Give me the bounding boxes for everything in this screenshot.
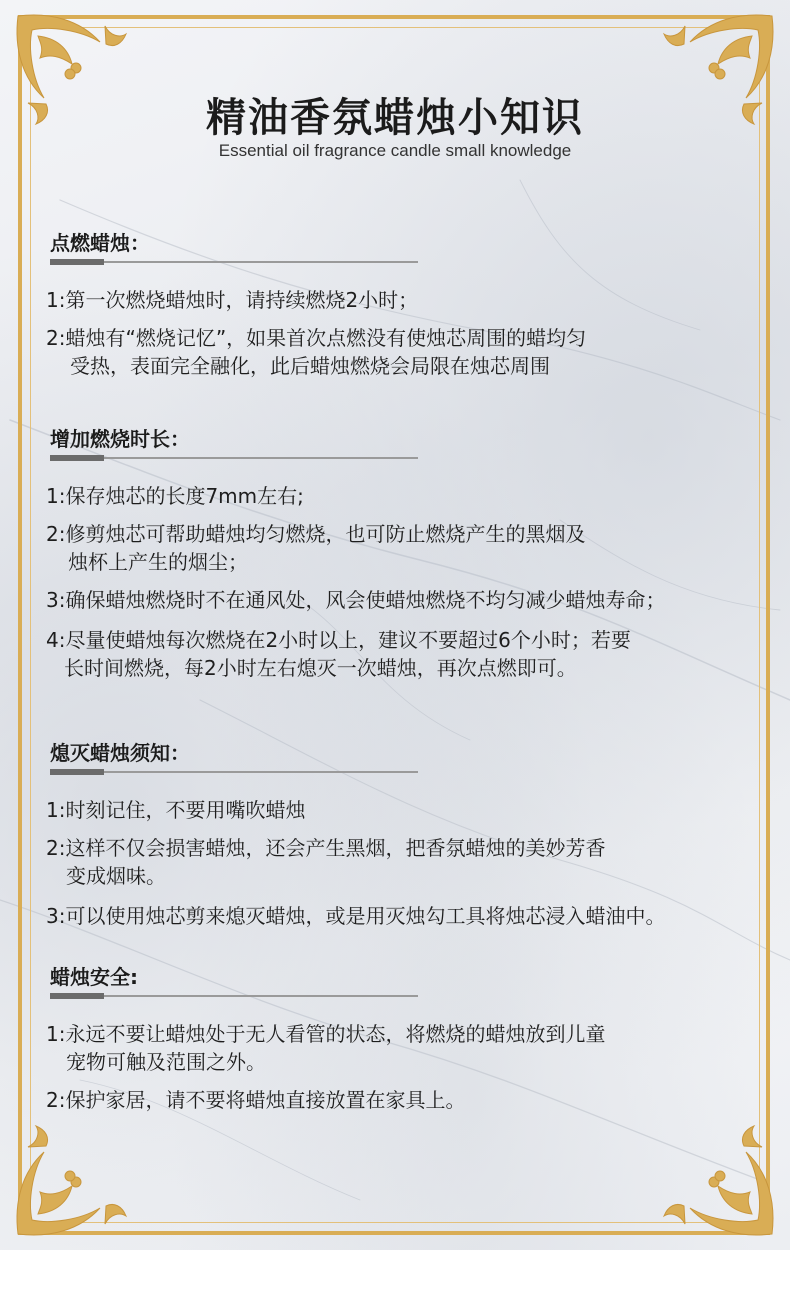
section-divider	[50, 261, 418, 263]
ornament-corner-icon	[660, 1122, 780, 1242]
section-heading-safety: 蜡烛安全:	[50, 965, 138, 989]
list-item-continuation: 长时间燃烧，每2小时左右熄灭一次蜡烛，再次点燃即可。	[64, 656, 577, 680]
list-item-continuation: 变成烟味。	[66, 864, 166, 888]
list-item: 2:保护家居，请不要将蜡烛直接放置在家具上。	[46, 1088, 466, 1112]
list-item: 3:可以使用烛芯剪来熄灭蜡烛，或是用灭烛勾工具将烛芯浸入蜡油中。	[46, 904, 666, 928]
list-item-continuation: 烛杯上产生的烟尘；	[68, 550, 248, 574]
list-item: 3:确保蜡烛燃烧时不在通风处，风会使蜡烛燃烧不均匀减少蜡烛寿命；	[46, 588, 666, 612]
list-item: 2:这样不仅会损害蜡烛，还会产生黑烟，把香氛蜡烛的美妙芳香	[46, 836, 606, 860]
page-subtitle: Essential oil fragrance candle small knowledge	[218, 141, 572, 160]
section-heading-burn-time: 增加燃烧时长：	[50, 427, 190, 451]
list-item-continuation: 受热，表面完全融化，此后蜡烛燃烧会局限在烛芯周围	[70, 354, 550, 378]
section-heading-light-candle: 点燃蜡烛：	[50, 231, 150, 255]
section-divider	[50, 457, 418, 459]
section-divider	[50, 771, 418, 773]
list-item: 2:修剪烛芯可帮助蜡烛均匀燃烧，也可防止燃烧产生的黑烟及	[46, 522, 586, 546]
section-heading-extinguish: 熄灭蜡烛须知：	[50, 741, 190, 765]
list-item: 4:尽量使蜡烛每次燃烧在2小时以上，建议不要超过6个小时；若要	[46, 628, 631, 652]
ornament-corner-icon	[10, 1122, 130, 1242]
page-title: 精油香氛蜡烛小知识	[206, 95, 584, 141]
list-item: 2:蜡烛有“燃烧记忆”，如果首次点燃没有使烛芯周围的蜡均匀	[46, 326, 587, 350]
list-item: 1:永远不要让蜡烛处于无人看管的状态，将燃烧的蜡烛放到儿童	[46, 1022, 606, 1046]
list-item: 1:时刻记住，不要用嘴吹蜡烛	[46, 798, 306, 822]
list-item-continuation: 宠物可触及范围之外。	[66, 1050, 266, 1074]
section-divider	[50, 995, 418, 997]
list-item: 1:第一次燃烧蜡烛时，请持续燃烧2小时；	[46, 288, 419, 312]
list-item: 1:保存烛芯的长度7mm左右;	[46, 484, 304, 508]
